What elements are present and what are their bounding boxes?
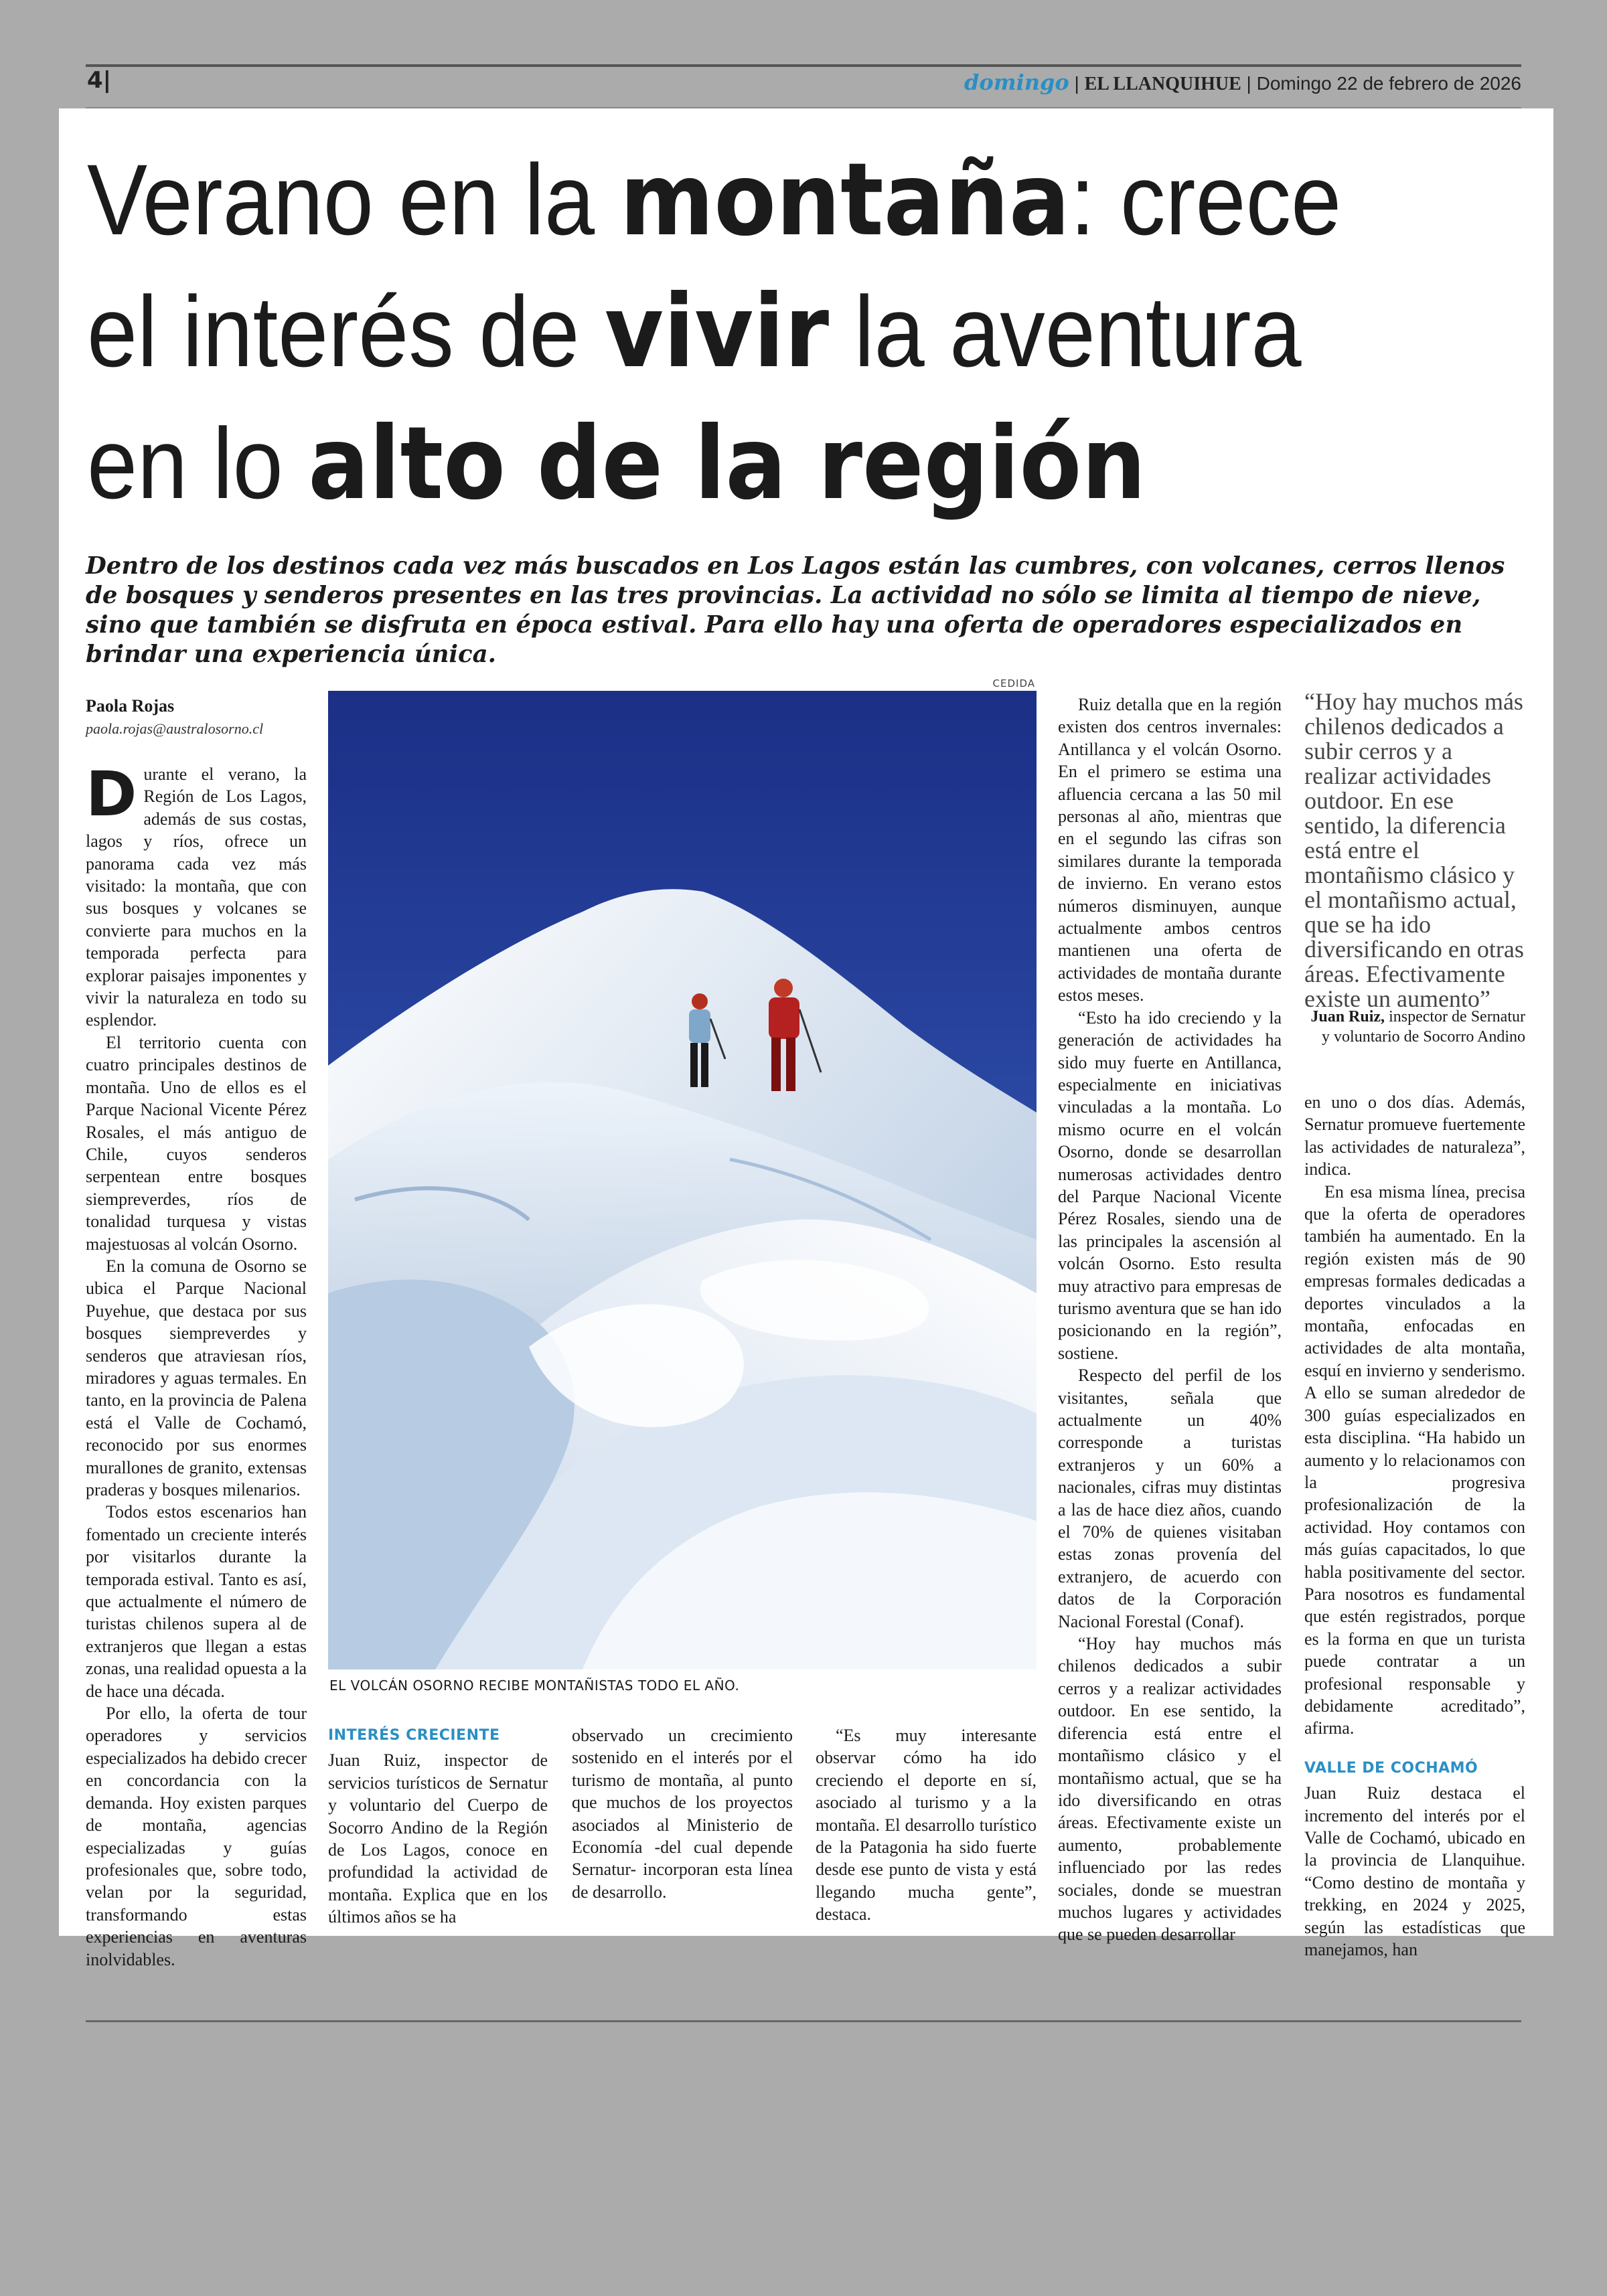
headline-line2-end: la aventura	[829, 275, 1302, 388]
pull-quote-attribution	[1304, 1007, 1525, 1047]
pull-quote-name: Juan Ruiz,	[1310, 1008, 1385, 1026]
page-number: 4|	[87, 67, 112, 94]
col1-paragraph-1-text: urante el verano, la Región de Los Lagos, además de sus costas, lagos y ríos, ofrece un panorama cada vez más visitado: la montaña, que con sus bosques y volcanes se convierte para muchos en la temporada perfecta para explorar paisajes imponentes y vivir la naturaleza en todo su esplendor.	[86, 764, 307, 1030]
column-1	[86, 758, 307, 1971]
drop-cap: D	[86, 758, 137, 830]
author-email: paola.rojas@australosorno.cl	[86, 720, 264, 737]
column-3	[572, 1724, 793, 1903]
masthead-separator: |	[1074, 73, 1079, 94]
volcano-photo	[328, 691, 1037, 1669]
col1-paragraph-2: El territorio cuenta con cuatro principales destinos de montaña. Uno de ellos es el Parque Nacional Vicente Pérez Rosales, el más antiguo de Chile, cuyos senderos serpentean entre bosques siempreverdes, ríos de tonalidad turquesa y vistas majestuosas al volcán Osorno.	[86, 1032, 307, 1254]
col6-paragraph-2: En esa misma línea, precisa que la oferta de operadores también ha aumentado. En la región existen más de 90 empresas formales dedicadas a deportes vinculados a la montaña, enfocadas en actividades de alta montaña, esquí en invierno y senderismo. A ello se suman alrededor de 300 guías especializados en esta disciplina. “Ha habido un aumento y lo relacionamos con la progresiva profesionalización de la actividad. Hoy contamos con más guías capacitados, lo que habla positivamente del sector. Para nosotros es fundamental que estén registrados, porque es la forma en que un turista puede contratar a un profesional responsable y debidamente acreditado”, afirma.	[1304, 1181, 1525, 1738]
masthead	[964, 70, 1521, 95]
headline-line1-bold: montaña	[619, 142, 1071, 258]
column-4	[816, 1724, 1037, 1926]
col2-paragraph-1: Juan Ruiz, inspector de servicios turísticos de Sernatur y voluntario del Cuerpo de Socorro Andino de la Región de Los Lagos, conoce en profundidad la actividad de montaña. Explica que en los últimos años se ha	[328, 1750, 548, 1927]
col5-paragraph-2: “Esto ha ido creciendo y la generación de actividades ha sido muy fuerte en Antillanca, especialmente en iniciativas vinculadas a la montaña. Lo mismo ocurre en el volcán Osorno, donde se desarrollan numerosas actividades dentro del Parque Nacional Vicente Pérez Rosales, siendo una de las principales la ascensión al volcán Osorno. Esto resulta muy atractivo para empresas de turismo aventura que se han ido posicionando en la región”, sostiene.	[1058, 1007, 1282, 1363]
bottom-rule	[86, 2020, 1521, 2022]
col5-paragraph-1: Ruiz detalla que en la región existen dos centros invernales: Antillanca y el volcán Osorno. En el primero se estima una afluencia cercana a las 50 mil personas al año, mientras que en el segundo las cifras son similares durante la temporada de invierno. En verano estos números disminuyen, aunque actualmente ambos centros mantienen una oferta de actividades de montaña durante estos meses.	[1058, 695, 1282, 1005]
newspaper-name: EL LLANQUIHUE	[1084, 74, 1241, 94]
lead-paragraph: Dentro de los destinos cada vez más buscados en Los Lagos están las cumbres, con volcanes, cerros llenos de bosques y senderos presentes en las tres provincias. La actividad no sólo se limita al tiempo de nieve, sino que también se disfruta en época estival. Para ello hay una oferta de operadores especializados en brindar una experiencia única.	[86, 552, 1505, 668]
pull-quote: “Hoy hay muchos más chilenos dedicados a subir cerros y a realizar actividades outdoor. En ese sentido, la diferencia está entre el montañismo clásico y el montañismo actual, que se ha ido diversificando en otras áreas. Efectivamente existe un aumento”	[1304, 688, 1524, 1012]
col5-paragraph-4: “Hoy hay muchos más chilenos dedicados a subir cerros y a realizar actividades outdoor. En ese sentido, la diferencia está entre el montañismo clásico y el montañismo actual, que se ha ido diversificando en otras áreas. Efectivamente existe un aumento, probablemente influenciado por las redes sociales, donde se muestran muchos lugares y actividades que se pueden desarrollar	[1058, 1634, 1282, 1945]
author-name: Paola Rojas	[86, 696, 175, 716]
col3-paragraph-1: observado un crecimiento sostenido en el interés por el turismo de montaña, al punto que muchos de los proyectos asociados al Ministerio de Economía -del cual depende Sernatur- incorporan esta línea de desarrollo.	[572, 1726, 793, 1902]
col1-paragraph-1	[86, 758, 307, 1032]
column-6	[1304, 1091, 1525, 1961]
headline-line3-bold: alto de la región	[308, 406, 1146, 522]
column-5	[1058, 693, 1282, 1946]
issue-date: | Domingo 22 de febrero de 2026	[1246, 73, 1521, 94]
col4-paragraph-1: “Es muy interesante observar cómo ha ido creciendo el deporte en sí, asociado al turismo y a la montaña. El desarrollo turístico de la Patagonia ha sido fuerte desde ese punto de vista y está llegando mucha gente”, destaca.	[816, 1726, 1037, 1924]
headline-line3-light: en lo	[87, 407, 309, 519]
headline-line1-end: : crece	[1070, 143, 1342, 256]
col1-paragraph-5: Por ello, la oferta de tour operadores y servicios especializados ha debido crecer en concordancia con la demanda. Hoy existen parques de montaña, agencias especializadas y guías profesionales que, sobre todo, velan por la seguridad, transformando estas experiencias en aventuras inolvidables.	[86, 1704, 307, 1969]
col5-paragraph-3: Respecto del perfil de los visitantes, señala que actualmente un 40% corresponde a turistas extranjeros y un 60% a nacionales, cifras muy distintas a las de hace diez años, cuando el 70% de quienes visitaban estas zonas provenía del extranjero, de acuerdo con datos de la Corporación Nacional Forestal (Conaf).	[1058, 1366, 1282, 1631]
section-brand: domingo	[964, 70, 1069, 95]
headline-line2-bold: vivir	[604, 274, 830, 390]
col1-paragraph-3: En la comuna de Osorno se ubica el Parque Nacional Puyehue, que destaca por sus bosques siempreverdes y senderos que atraviesan ríos, miradores y aguas termales. En tanto, en la provincia de Palena está el Valle de Cochamó, reconocido por sus enormes murallones de granito, extensas praderas y bosques milenarios.	[86, 1256, 307, 1499]
col1-paragraph-4: Todos estos escenarios han fomentado un creciente interés por visitarlos durante la temporada estival. Tanto es así, que actualmente el número de turistas chilenos supera al de extranjeros que llegan a estas zonas, una realidad opuesta a la de hace una década.	[86, 1502, 307, 1701]
subhead-valle-de-cochamo: VALLE DE COCHAMÓ	[1304, 1759, 1478, 1777]
column-2	[328, 1724, 548, 1929]
top-rule	[86, 64, 1521, 67]
mountaineers-photo-illustration	[328, 691, 1037, 1669]
col6-paragraph-1: en uno o dos días. Además, Sernatur promueve fuertemente las actividades de naturaleza”, indica.	[1304, 1092, 1525, 1179]
pull-quote-role: inspector de Sernatur y voluntario de Socorro Andino	[1322, 1008, 1525, 1046]
headline-line1-light: Verano en la	[87, 143, 620, 256]
headline-line2-light: el interés de	[87, 275, 605, 388]
headline	[87, 134, 1389, 529]
photo-credit: CEDIDA	[992, 677, 1035, 689]
col6-paragraph-3: Juan Ruiz destaca el incremento del interés por el Valle de Cochamó, ubicado en la provincia de Llanquihue. “Como destino de montaña y trekking, en 2024 y 2025, según las estadísticas que manejamos, han	[1304, 1783, 1525, 1960]
photo-caption: EL VOLCÁN OSORNO RECIBE MONTAÑISTAS TODO EL AÑO.	[329, 1677, 740, 1694]
subhead-interes-creciente: INTERÉS CRECIENTE	[328, 1727, 500, 1744]
